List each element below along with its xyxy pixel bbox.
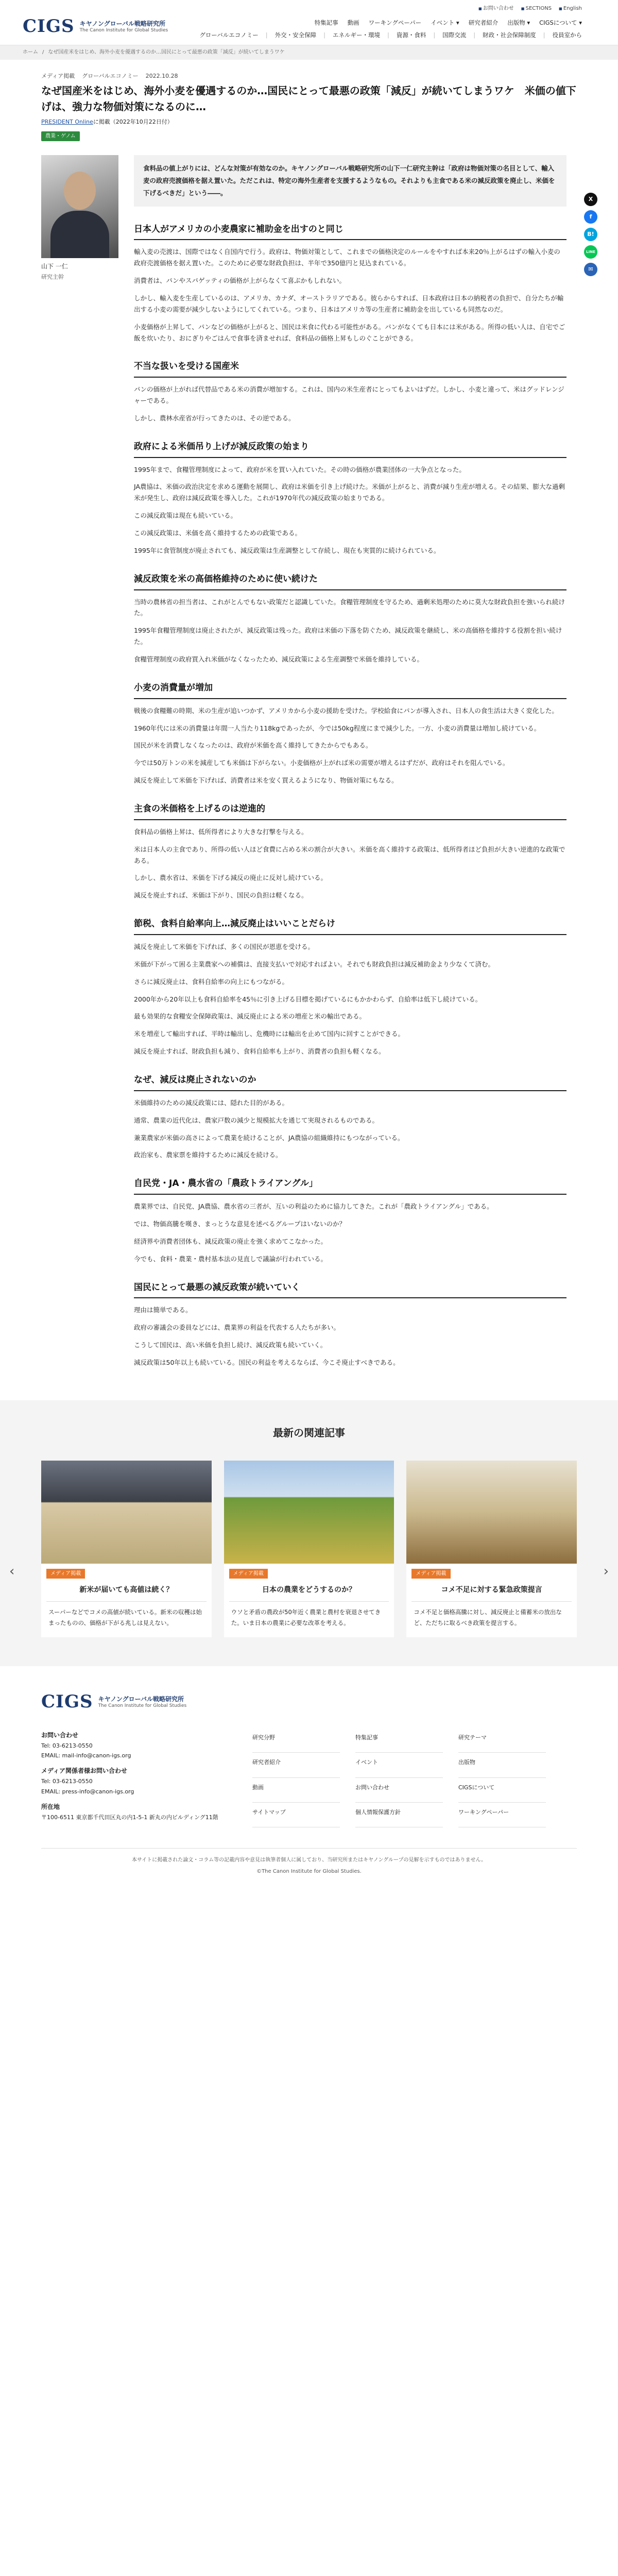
topic-tag[interactable]: 農業・ゲノム [41, 131, 80, 142]
card-category: メディア掲載 [46, 1569, 85, 1579]
section-heading: 国民にとって最悪の減反政策が続いていく [134, 1280, 566, 1299]
paragraph: 減反を廃止すれば、財政負担も減り、食料自給率も上がり、消費者の負担も軽くなる。 [134, 1047, 385, 1056]
share-x-icon[interactable]: X [584, 193, 597, 206]
utility-nav [478, 4, 582, 13]
related-card[interactable] [224, 1461, 394, 1638]
address-title: 所在地 [41, 1803, 60, 1810]
author-name[interactable]: 山下 一仁 [41, 263, 68, 270]
article-source [41, 117, 577, 127]
carousel-prev-icon[interactable]: ‹ [9, 1563, 15, 1579]
paragraph: 理由は簡単である。 [134, 1306, 192, 1314]
topic-energy[interactable]: エネルギー・環境 [333, 31, 380, 39]
paragraph: 減反政策は50年以上も続いている。国民の利益を考えるならば、今こそ廃止すべきである。 [134, 1358, 400, 1366]
footer-contact [41, 1730, 227, 1827]
carousel-next-icon[interactable]: › [603, 1563, 609, 1579]
section-heading: なぜ、減反は廃止されないのか [134, 1073, 566, 1091]
article [41, 71, 595, 1375]
paragraph: 1995年に食管制度が廃止されても、減反政策は生産調整として存続し、現在も実質的に続けられている。 [134, 546, 440, 554]
breadcrumb-current: なぜ国産米をはじめ、海外小麦を優遇するのか…国民にとって最悪の政策「減反」が続いてしまうワケ [48, 49, 285, 56]
util-english[interactable]: ■ English [559, 4, 582, 13]
primary-nav [315, 18, 582, 28]
paragraph: 減反を廃止すれば、米価は下がり、国民の負担は軽くなる。 [134, 891, 308, 900]
section-heading: 主食の米価格を上げるのは逆進的 [134, 802, 566, 820]
paragraph: 消費者は、パンやスパゲッティの価格が上がらなくて喜ぶかもしれない。 [134, 277, 346, 284]
topic-fiscal[interactable]: 財政・社会保障制度 [483, 31, 536, 39]
section-heading: 政府による米価吊り上げが減反政策の始まり [134, 439, 566, 458]
paragraph: 1995年まで、食糧管理制度によって、政府が米を買い入れていた。その時の価格が農業団体の一大争点となった。 [134, 465, 466, 473]
logo-jp: キヤノングローバル戦略研究所 [79, 20, 166, 27]
share-buttons [584, 193, 597, 276]
topic-food[interactable]: 資源・食料 [396, 31, 426, 39]
footer-link[interactable]: サイトマップ [252, 1805, 340, 1827]
card-image [41, 1461, 212, 1564]
media-email[interactable]: EMAIL: press-info@canon-igs.org [41, 1788, 134, 1795]
article-sections [134, 222, 566, 1368]
nav-publications[interactable]: 出版物 ▾ [507, 19, 530, 26]
paragraph: 減反を廃止して米価を下げれば、多くの国民が恩恵を受ける。 [134, 942, 315, 951]
paragraph: JA農協は、米価の政治決定を求める運動を展開し、政府は米価を引き上げ続けた。米価が上がると、消費が減り生産が増える。その結果、膨大な過剰米が発生し、政府は減反政策を導入した。これが1970年代の減反政策の始まりである。 [134, 483, 565, 502]
breadcrumb: ホーム / なぜ国産米をはじめ、海外小麦を優遇するのか…国民にとって最悪の政策「減反」が続いてしまうワケ [0, 45, 618, 60]
site-footer [0, 1666, 618, 1888]
article-date: 2022.10.28 [145, 73, 178, 79]
paragraph: しかし、輸入麦を生産しているのは、アメリカ、カナダ、オーストラリアである。彼らからすれば、日本政府は日本の納税者の負担で、自分たちが輸出する小麦の需要が減少しないようにしてくれている。つまり、日本はアメリカ等の生産者に補助金を出しているも同然なのだ。 [134, 294, 564, 313]
article-section[interactable]: グローバルエコノミー [82, 73, 139, 79]
paragraph: この減反政策は現在も続いている。 [134, 512, 237, 520]
footer-link[interactable]: 研究者紹介 [252, 1755, 340, 1777]
paragraph: 兼業農家が米価の高さによって農業を続けることが、JA農協の組織維持にもつながっている。 [134, 1133, 404, 1142]
card-title[interactable]: コメ不足に対する緊急政策提言 [411, 1580, 572, 1602]
share-mail-icon[interactable]: ✉ [584, 263, 597, 276]
article-body [134, 155, 566, 1375]
card-image [406, 1461, 577, 1564]
related-articles [0, 1400, 618, 1667]
paragraph: では、物価高騰を嘆き、まっとうな意見を述べるグループはいないのか？ [134, 1219, 346, 1228]
site-logo[interactable] [23, 11, 168, 42]
topic-nav: グローバルエコノミー | 外交・安全保障 | エネルギー・環境 | 資源・食料 | 国際交流 | 財政・社会保障制度 | 役員室から [199, 30, 582, 40]
card-excerpt: コメ不足と価格高騰に対し、減反廃止と備蓄米の放出など、ただちに取るべき政策を提言する。 [414, 1608, 562, 1626]
section-heading: 自民党・JA・農水省の「農政トライアングル」 [134, 1176, 566, 1195]
paragraph: この減反政策は、米価を高く維持するための政策である。 [134, 529, 302, 537]
nav-features[interactable]: 特集記事 [314, 19, 338, 26]
footer-link[interactable]: ワーキングペーパー [458, 1805, 546, 1827]
article-lead: 食料品の値上がりには、どんな対策が有効なのか。キヤノングローバル戦略研究所の山下一仁研究主幹は「政府は物価対策の名目として、輸入麦の政府売渡価格を据え置いた。ただこれは、特定の海外生産者を支援するようなもの。それよりも主食である米の減反政策を廃止し、米価を下げるべきだ」という――。 [134, 155, 566, 206]
section-heading: 不当な扱いを受ける国産米 [134, 359, 566, 378]
share-facebook-icon[interactable]: f [584, 210, 597, 224]
paragraph: 経済界や消費者団体も、減反政策の廃止を強く求めてこなかった。 [134, 1237, 328, 1245]
paragraph: 小麦価格が上昇して、パンなどの価格が上がると、国民は米食に代わる可能性がある。パンがなくても日本には米がある。所得の低い人は、自宅でご飯を炊いたり、おにぎりやごはんで食事を済ませれば、食料品の価格上昇もしのぐことができる。 [134, 323, 565, 342]
footer-link[interactable]: CIGSについて [458, 1780, 546, 1803]
nav-about[interactable]: CIGSについて ▾ [539, 19, 582, 26]
footer-links [252, 1730, 546, 1827]
footer-link[interactable]: 動画 [252, 1780, 340, 1803]
media-contact-title: メディア関係者様お問い合わせ [41, 1767, 128, 1775]
paragraph: 政治家も、農家票を維持するために減反を続ける。 [134, 1151, 282, 1159]
paragraph: こうして国民は、高い米価を負担し続け、減反政策も続いていく。 [134, 1341, 327, 1349]
nav-videos[interactable]: 動画 [347, 19, 359, 26]
util-sections[interactable]: ■ SECTIONS [521, 4, 552, 13]
paragraph: 政府の審議会の委員などには、農業界の利益を代表する人たちが多い。 [134, 1324, 340, 1332]
related-card[interactable] [41, 1461, 212, 1638]
source-note: に掲載（2022年10月22日付） [93, 118, 173, 126]
section-heading: 減反政策を米の高価格維持のために使い続けた [134, 572, 566, 590]
author-photo [41, 155, 118, 258]
paragraph: 米は日本人の主食であり、所得の低い人ほど食費に占める米の割合が大きい。米価を高く維持する政策は、低所得者ほど負担が大きい逆進的な政策である。 [134, 845, 565, 865]
media-tel: Tel: 03-6213-0550 [41, 1778, 93, 1785]
address: 〒100-6511 東京都千代田区丸の内1-5-1 新丸の内ビルディング11階 [41, 1814, 218, 1821]
footer-link[interactable]: 特集記事 [355, 1730, 443, 1753]
article-category[interactable]: メディア掲載 [41, 73, 75, 79]
paragraph: 食料品の価格上昇は、低所得者により大きな打撃を与える。 [134, 827, 308, 836]
card-title[interactable]: 日本の農業をどうするのか？ [229, 1580, 389, 1602]
page-title: なぜ国産米をはじめ、海外小麦を優遇するのか…国民にとって最悪の政策「減反」が続いてしまうワケ 米価の値下げは、強力な物価対策になるのに… [41, 84, 576, 113]
share-hatena-icon[interactable]: B! [584, 228, 597, 241]
nav-working-papers[interactable]: ワーキングペーパー [368, 19, 422, 26]
footer-link[interactable]: 研究テーマ [458, 1730, 546, 1753]
paragraph: 今でも、食料・農業・農村基本法の見直しで議論が行われている。 [134, 1255, 328, 1263]
paragraph: 農業界では、自民党、JA農協、農水省の三者が、互いの利益のために協力してきた。これが「農政トライアングル」である。 [134, 1202, 493, 1210]
source-link[interactable]: PRESIDENT Online [41, 118, 93, 126]
copyright: ©The Canon Institute for Global Studies. [256, 1868, 362, 1874]
footer-link[interactable]: お問い合わせ [355, 1780, 443, 1803]
author-box [41, 155, 124, 1375]
topic-exchange[interactable]: 国際交流 [442, 31, 467, 39]
card-excerpt: スーパーなどでコメの高値が続いている。新米の収穫は始まったものの、価格が下がる兆しは見えない。 [48, 1608, 202, 1626]
paragraph: 食糧管理制度の政府買入れ米価がなくなったため、減反政策による生産調整で米価を維持している。 [134, 655, 424, 663]
breadcrumb-home[interactable]: ホーム [23, 49, 38, 56]
paragraph: 1995年食糧管理制度は廃止されたが、減反政策は残った。政府は米価の下落を防ぐため、減反政策を継続し、米の高価格を維持する役割を担い続けた。 [134, 626, 562, 646]
footer-link[interactable]: 出版物 [458, 1755, 546, 1777]
card-title[interactable]: 新米が届いても高値は続く？ [46, 1580, 207, 1602]
card-excerpt: ウソと矛盾の農政が50年近く農業と農村を衰退させてきた。いま日本の農業に必要な改革を考える。 [231, 1608, 381, 1626]
paragraph: しかし、農水省は、米価を下げる減反の廃止に反対し続けている。 [134, 874, 328, 882]
topic-diplomacy[interactable]: 外交・安全保障 [274, 31, 317, 39]
paragraph: 1960年代には米の消費量は年間一人当たり118kgであったが、今では50kg程度にまで減少した。一方、小麦の消費量は増加し続けている。 [134, 724, 541, 732]
paragraph: 米価が下がって困る主業農家への補償は、直接支払いで対応すればよい。それでも財政負担は減反補助金より少なくて済む。 [134, 960, 495, 968]
paragraph: 減反を廃止して米価を下げれば、消費者は米を安く買えるようになり、物価対策にもなる。 [134, 776, 398, 785]
nav-researchers[interactable]: 研究者紹介 [468, 19, 499, 26]
paragraph: 今では50万トンの米を減産しても米価は下がらない。小麦価格が上がれば米の需要が増えるはずだが、政府はそれを阻んでいる。 [134, 759, 509, 767]
logo-mark: CIGS [23, 16, 75, 37]
contact-tel: Tel: 03-6213-0550 [41, 1742, 93, 1749]
section-heading: 小麦の消費量が増加 [134, 681, 566, 699]
topic-executive[interactable]: 役員室から [552, 31, 582, 39]
paragraph: パンの価格が上がれば代替品である米の消費が増加する。これは、国内の米生産者にとってもよいはずだ。しかし、小麦と違って、米はグッドレンジャーである。 [134, 385, 564, 404]
share-line-icon[interactable]: LINE [584, 245, 597, 259]
contact-email[interactable]: EMAIL: mail-info@canon-igs.org [41, 1752, 131, 1759]
site-header [0, 0, 618, 45]
footer-link[interactable]: イベント [355, 1755, 443, 1777]
paragraph: 戦後の食糧難の時期、米の生産が追いつかず、アメリカから小麦の援助を受けた。学校給食にパンが導入され、日本人の食生活は大きく変化した。 [134, 706, 558, 715]
card-category: メディア掲載 [229, 1569, 268, 1579]
paragraph: 輸入麦の売渡は、国際ではなく自国内で行う。政府は、物価対策として、これまでの価格決定のルールをやすれば本来20％上がるはずの輸入小麦の政府売渡価格を据え置いた。このために必要な財政負担は、半年で350億円と見込まれている。 [134, 248, 560, 267]
util-contact[interactable]: ■ お問い合わせ [478, 4, 514, 13]
paragraph: 最も効果的な食糧安全保障政策は、減反廃止による米の増産と米の輸出である。 [134, 1012, 366, 1021]
section-heading: 節税、食料自給率向上…減反廃止はいいことだらけ [134, 917, 566, 935]
footer-link[interactable]: 個人情報保護方針 [355, 1805, 443, 1827]
footer-logo[interactable]: CIGS キヤノングローバル戦略研究所 The Canon Institute for Global Studies [41, 1691, 187, 1713]
paragraph: 米価維持のための減反政策には、隠れた目的がある。 [134, 1098, 289, 1107]
paragraph: 2000年から20年以上も食料自給率を45％に引き上げる目標を掲げているにもかかわらず、自給率は低下し続けている。 [134, 995, 482, 1003]
paragraph: しかし、農林水産省が行ってきたのは、その逆である。 [134, 414, 295, 422]
topic-global-economy[interactable]: グローバルエコノミー [199, 31, 259, 39]
author-role: 研究主幹 [41, 274, 64, 281]
paragraph: 通常、農業の近代化は、農家戸数の減少と規模拡大を通じて実現されるものである。 [134, 1116, 379, 1124]
article-meta [41, 71, 577, 81]
paragraph: 当時の農林省の担当者は、これがとんでもない政策だと認識していた。食糧管理制度を守るため、過剰米処理のために莫大な財政負担を強いられ続けた。 [134, 598, 565, 617]
related-card[interactable] [406, 1461, 577, 1638]
paragraph: さらに減反廃止は、食料自給率の向上にもつながる。 [134, 977, 289, 986]
footer-disclaimer: 本サイトに掲載された論文・コラム等の記載内容や意見は執筆者個人に属しており、当研究所またはキヤノングループの見解を示すものではありません。 [41, 1848, 577, 1867]
nav-events[interactable]: イベント ▾ [431, 19, 459, 26]
card-category: メディア掲載 [411, 1569, 450, 1579]
contact-title: お問い合わせ [41, 1731, 79, 1739]
paragraph: 国民が米を消費しなくなったのは、政府が米価を高く維持してきたからでもある。 [134, 741, 372, 750]
logo-en: The Canon Institute for Global Studies [79, 27, 168, 33]
card-image [224, 1461, 394, 1564]
section-heading: 日本人がアメリカの小麦農家に補助金を出すのと同じ [134, 222, 566, 241]
paragraph: 米を増産して輸出すれば、平時は輸出し、危機時には輸出を止めて国内に回すことができる。 [134, 1030, 405, 1038]
footer-link[interactable]: 研究分野 [252, 1730, 340, 1753]
related-heading: 最新の関連記事 [273, 1426, 345, 1439]
